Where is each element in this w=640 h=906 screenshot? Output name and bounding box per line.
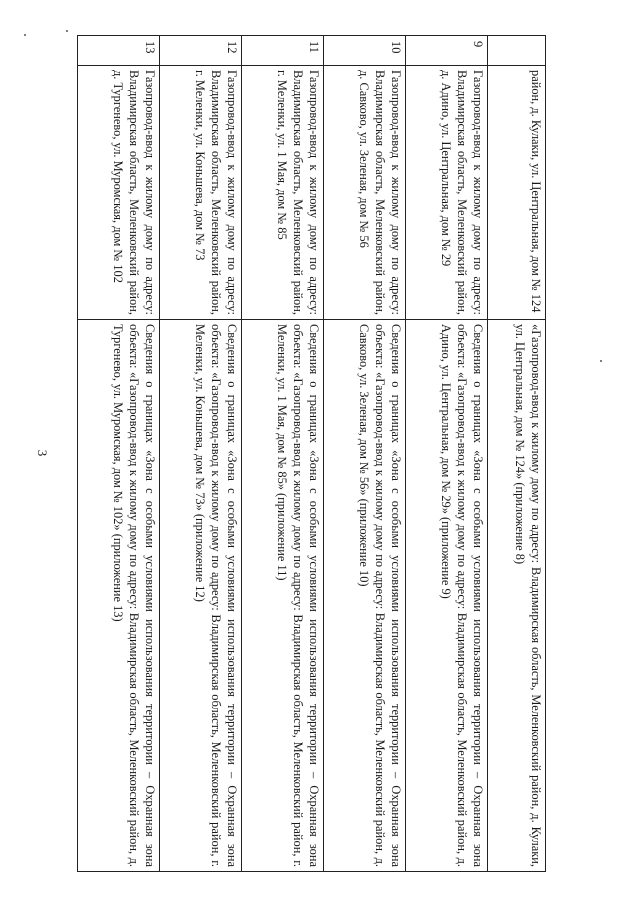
boundary-info-cell: Сведения о границах «Зона с особыми условиями использования территории – Охранная зона объекта: «Газопровод-ввод к жилому дому по адресу: Владимирская область, Меленковский район, г. Меленки, ул. Коньшева, дом № 73» (приложение 12) <box>160 320 242 872</box>
object-name-cell: Газопровод-ввод к жилому дому по адресу: Владимирская область, Меленковский район, д. Савково, ул. Зеленая, дом № 56 <box>324 66 406 320</box>
object-name-cell: Газопровод-ввод к жилому дому по адресу: Владимирская область, Меленковский район, г. Меленки, ул. 1 Мая, дом № 85 <box>242 66 324 320</box>
scan-speck <box>600 360 602 362</box>
object-name-cell: район, д. Кулаки, ул. Центральная, дом № 124 <box>488 66 546 320</box>
boundary-info-cell: «Газопровод-ввод к жилому дому по адресу: Владимирская область, Меленковский район, д. Кулаки, ул. Центральная, дом № 124» (приложение 8) <box>488 320 546 872</box>
row-number: 11 <box>242 36 324 66</box>
table-row <box>242 36 324 872</box>
row-number: 10 <box>324 36 406 66</box>
page-number: 3 <box>35 449 50 457</box>
table-row <box>406 36 488 872</box>
row-number: 13 <box>78 36 160 66</box>
table-row <box>324 36 406 872</box>
scan-speck <box>66 30 68 32</box>
object-name-cell: Газопровод-ввод к жилому дому по адресу: Владимирская область, Меленковский район, г. Меленки, ул. Коньшева, дом № 73 <box>160 66 242 320</box>
row-number: 9 <box>406 36 488 66</box>
boundary-info-cell: Сведения о границах «Зона с особыми условиями использования территории – Охранная зона объекта: «Газопровод-ввод к жилому дому по адресу: Владимирская область, Меленковский район, д. Тургенево, ул. Муромская, дом № 102» (приложение 13) <box>78 320 160 872</box>
table-row <box>78 36 160 872</box>
zones-table <box>77 35 546 872</box>
row-number: 12 <box>160 36 242 66</box>
row-number <box>488 36 546 66</box>
boundary-info-cell: Сведения о границах «Зона с особыми условиями использования территории – Охранная зона объекта: «Газопровод-ввод к жилому дому по адресу: Владимирская область, Меленковский район, д. Адино, ул. Центральная, дом № 29» (приложение 9) <box>406 320 488 872</box>
rotated-table-container <box>94 35 546 871</box>
object-name-cell: Газопровод-ввод к жилому дому по адресу: Владимирская область, Меленковский район, д. Адино, ул. Центральная, дом № 29 <box>406 66 488 320</box>
boundary-info-cell: Сведения о границах «Зона с особыми условиями использования территории – Охранная зона объекта: «Газопровод-ввод к жилому дому по адресу: Владимирская область, Меленковский район, г. Меленки, ул. 1 Мая, дом № 85» (приложение 11) <box>242 320 324 872</box>
table-row <box>160 36 242 872</box>
object-name-cell: Газопровод-ввод к жилому дому по адресу: Владимирская область, Меленковский район, д. Тургенево, ул. Муромская, дом № 102 <box>78 66 160 320</box>
boundary-info-cell: Сведения о границах «Зона с особыми условиями использования территории – Охранная зона объекта: «Газопровод-ввод к жилому дому по адресу: Владимирская область, Меленковский район, д. Савково, ул. Зеленая, дом № 56» (приложение 10) <box>324 320 406 872</box>
scan-speck <box>24 34 26 36</box>
table-row <box>488 36 546 872</box>
